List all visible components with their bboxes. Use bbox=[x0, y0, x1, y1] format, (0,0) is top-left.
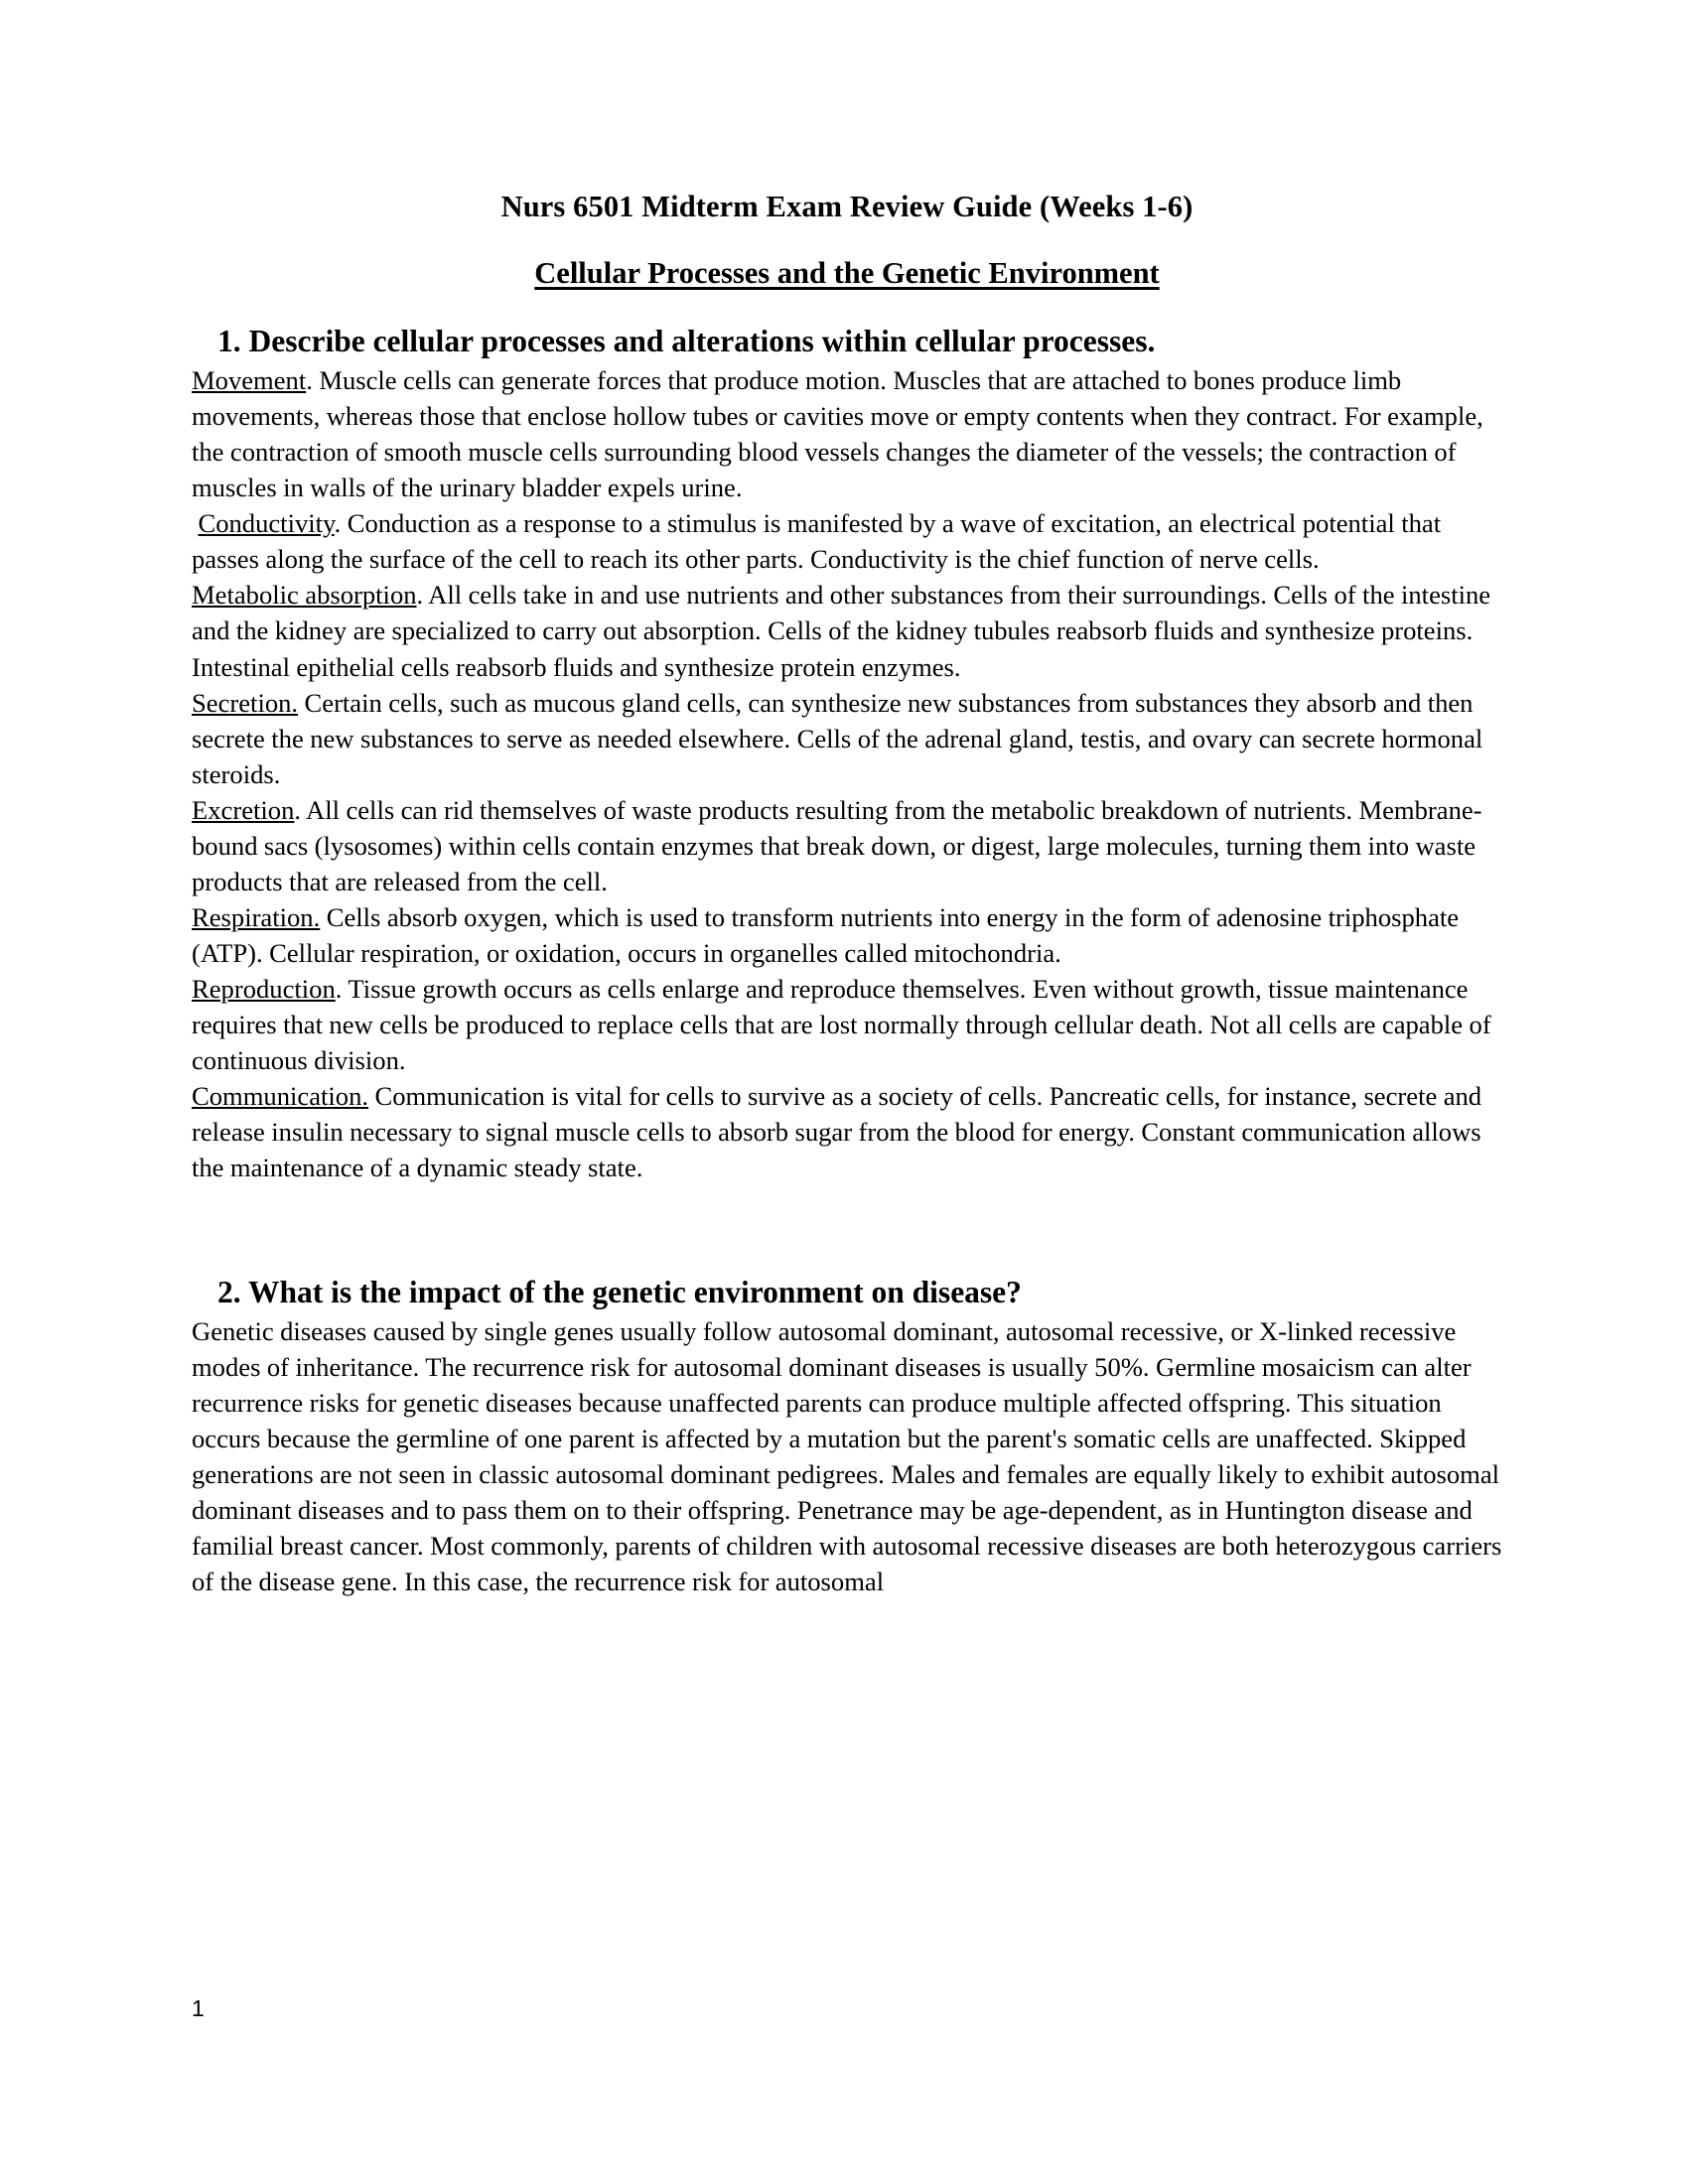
page-subtitle: Cellular Processes and the Genetic Environment bbox=[534, 255, 1160, 290]
page-title: Nurs 6501 Midterm Exam Review Guide (Weeks 1-6) bbox=[500, 190, 1194, 223]
paragraph-text: Genetic diseases caused by single genes usually follow autosomal dominant, autosomal recessive, or X-linked recessive modes of inheritance. The recurrence risk for autosomal dominant diseases is usually 50%. Germline mosaicism can alter recurrence risks for genetic diseases because unaffected parents can produce multiple affected offspring. This situation occurs because the germline of one parent is affected by a mutation but the parent's somatic cells are unaffected. Skipped generations are not seen in classic autosomal dominant pedigrees. Males and females are equally likely to exhibit autosomal dominant diseases and to pass them on to their offspring. Penetrance may be age-dependent, as in Huntington disease and familial breast cancer. Most commonly, parents of children with autosomal recessive diseases are both heterozygous carriers of the disease gene. In this case, the recurrence risk for autosomal bbox=[192, 1316, 1502, 1597]
section-2-number: 2. bbox=[217, 1274, 241, 1309]
paragraph-text: . All cells can rid themselves of waste products resulting from the metabolic breakdown of nutrients. Membrane-bound sacs (lysosomes) within cells contain enzymes that break down, or digest, large molecules, turning them into waste products that are released from the cell. bbox=[192, 794, 1482, 896]
body-paragraph bbox=[192, 1313, 1502, 1599]
paragraph-text: . Tissue growth occurs as cells enlarge and reproduce themselves. Even without growth, tissue maintenance requires that new cells be produced to replace cells that are lost normally through cellular death. Not all cells are capable of continuous division. bbox=[192, 973, 1491, 1075]
paragraph-term-label: Movement bbox=[192, 365, 307, 396]
body-paragraph bbox=[192, 685, 1502, 792]
paragraph-term-label: Communication. bbox=[192, 1080, 369, 1111]
body-paragraph bbox=[192, 792, 1502, 899]
section-2-paragraphs bbox=[192, 1313, 1502, 1599]
section-1-heading-text: Describe cellular processes and alterations within cellular processes. bbox=[248, 324, 1156, 358]
section-2-heading bbox=[192, 1275, 1502, 1309]
body-paragraph bbox=[192, 577, 1502, 684]
paragraph-term-label: Secretion. bbox=[192, 687, 299, 718]
paragraph-term-label: Metabolic absorption bbox=[192, 580, 417, 611]
section-2-heading-text: What is the impact of the genetic environment on disease? bbox=[247, 1274, 1022, 1309]
paragraph-term-label: Respiration. bbox=[192, 901, 321, 932]
paragraph-term-label: Conductivity bbox=[198, 508, 335, 539]
page-number: 1 bbox=[192, 1995, 205, 2021]
body-paragraph bbox=[192, 362, 1502, 505]
paragraph-text: . Muscle cells can generate forces that produce motion. Muscles that are attached to bones produce limb movements, whereas those that enclose hollow tubes or cavities move or empty contents when they contract. For example, the contraction of smooth muscle cells surrounding blood vessels changes the diameter of the vessels; the contraction of muscles in walls of the urinary bladder expels urine. bbox=[192, 365, 1483, 503]
paragraph-text: Cells absorb oxygen, which is used to transform nutrients into energy in the form of adenosine triphosphate (ATP). Cellular respiration, or oxidation, occurs in organelles called mitochondria. bbox=[192, 901, 1460, 968]
paragraph-text: . All cells take in and use nutrients and other substances from their surroundings. Cells of the intestine and the kidney are specialized to carry out absorption. Cells of the kidney tubules reabsorb fluids and synthesize proteins. Intestinal epithelial cells reabsorb fluids and synthesize protein enzymes. bbox=[192, 580, 1491, 682]
body-paragraph bbox=[192, 1078, 1502, 1185]
body-paragraph bbox=[192, 899, 1502, 971]
section-2 bbox=[192, 1275, 1502, 1600]
paragraph-text: . Conduction as a response to a stimulus is manifested by a wave of excitation, an electrical potential that passes along the surface of the cell to reach its other parts. Conductivity is the chief function of nerve cells. bbox=[192, 508, 1442, 575]
body-paragraph bbox=[192, 971, 1502, 1078]
section-1-number: 1. bbox=[217, 324, 241, 358]
body-paragraph bbox=[192, 505, 1502, 577]
paragraph-term-label: Reproduction bbox=[192, 973, 336, 1004]
section-1-heading bbox=[192, 324, 1502, 358]
paragraph-text: Communication is vital for cells to survive as a society of cells. Pancreatic cells, for instance, secrete and release insulin necessary to signal muscle cells to absorb sugar from the blood for energy. Constant communication allows the maintenance of a dynamic steady state. bbox=[192, 1080, 1482, 1182]
section-1 bbox=[192, 324, 1502, 1185]
paragraph-term-label: Excretion bbox=[192, 794, 295, 825]
paragraph-text: Certain cells, such as mucous gland cells, can synthesize new substances from substances they absorb and then secrete the new substances to serve as needed elsewhere. Cells of the adrenal gland, testis, and ovary can secrete hormonal steroids. bbox=[192, 687, 1483, 789]
section-gap bbox=[192, 1185, 1502, 1239]
section-1-paragraphs bbox=[192, 362, 1502, 1185]
document-body bbox=[192, 184, 1502, 1600]
